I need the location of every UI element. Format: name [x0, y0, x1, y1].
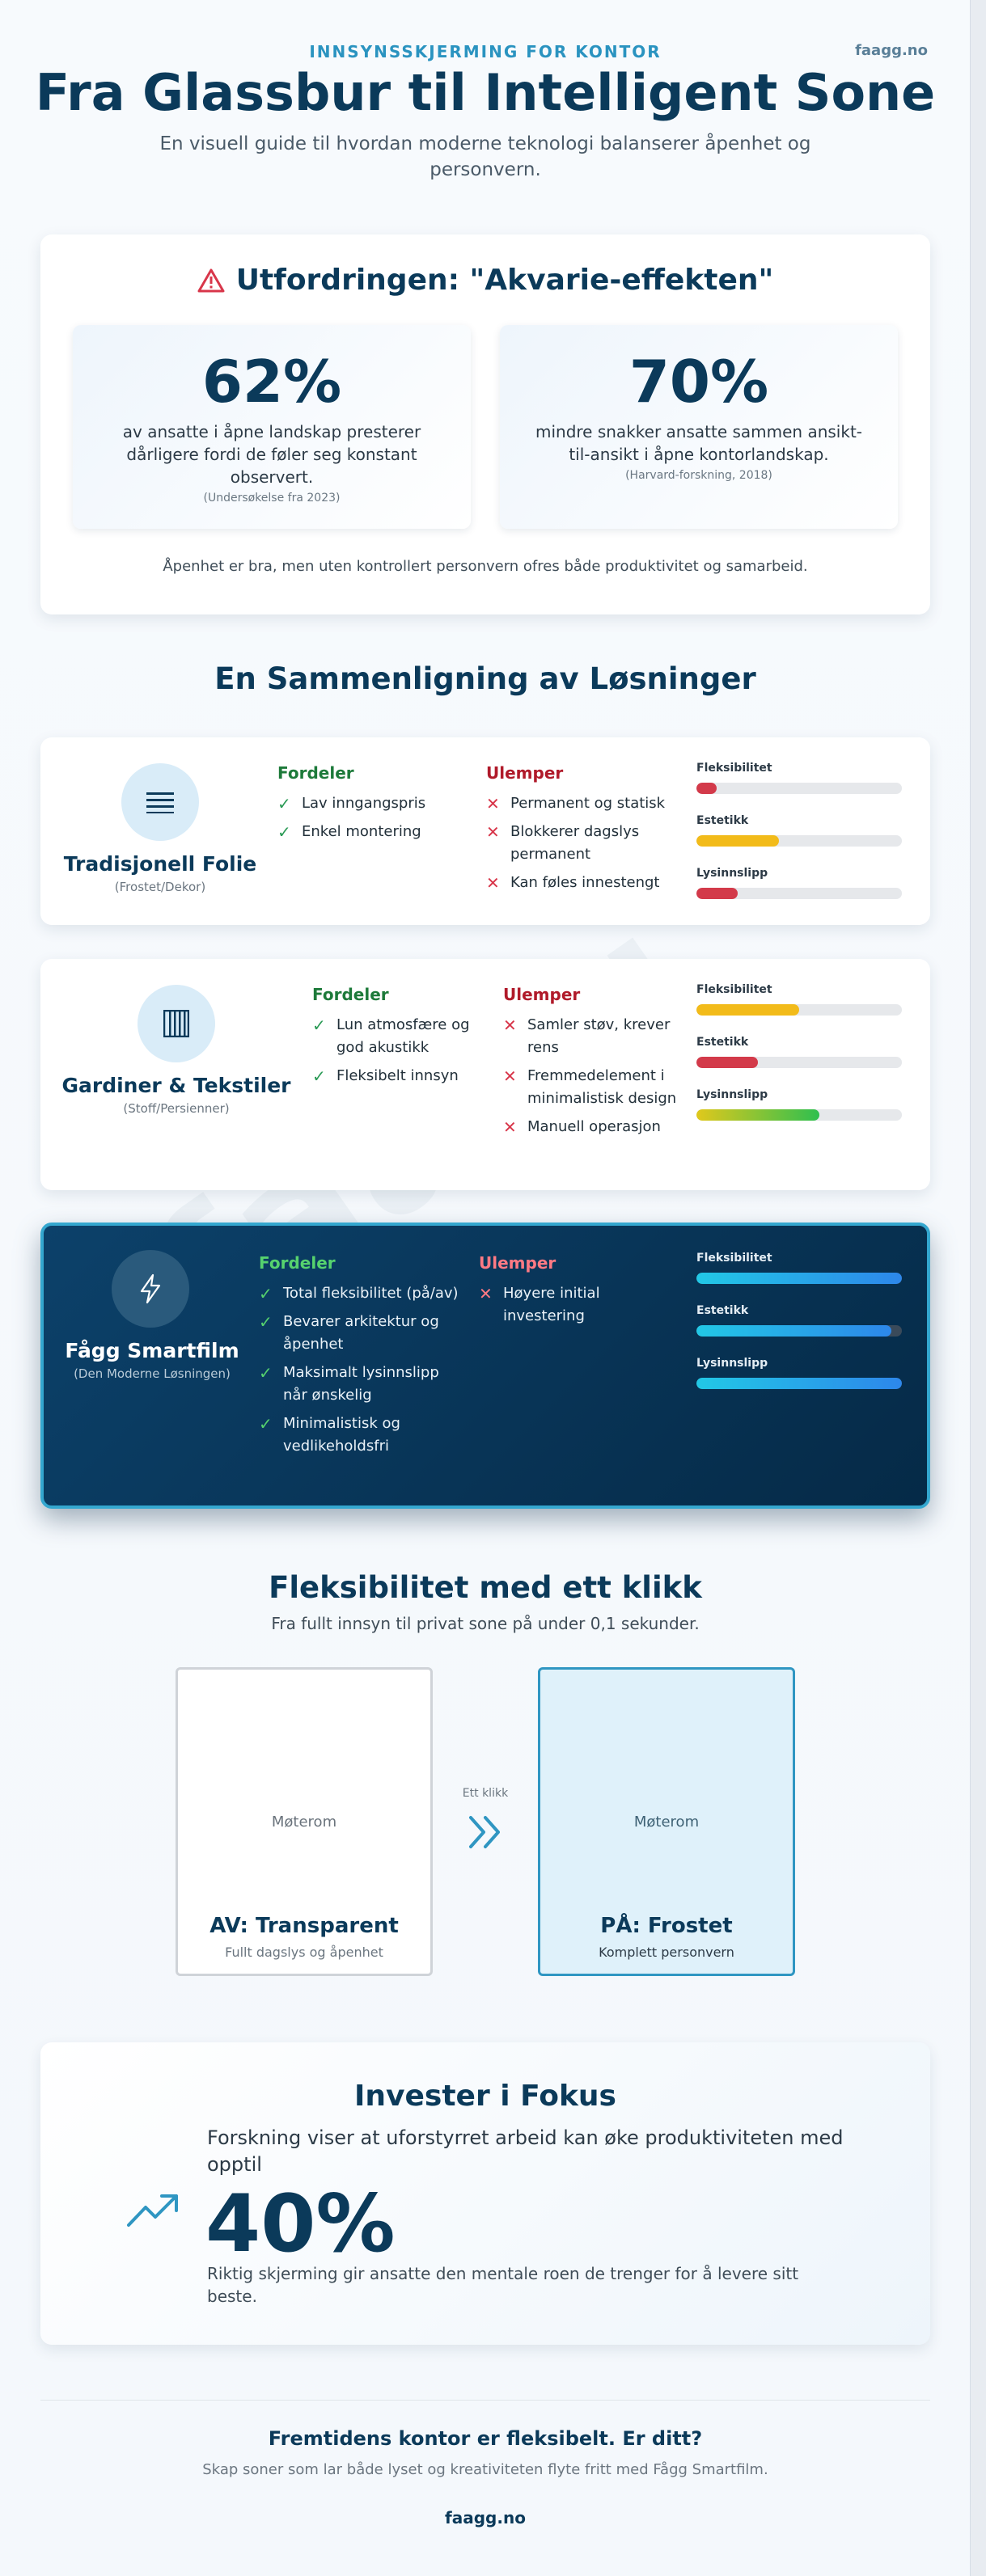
lines-icon: [121, 763, 199, 841]
challenge-heading: [40, 264, 930, 300]
invest-footer: Riktig skjerming gir ansatte den mentale roen de trenger for å levere sitt beste.: [207, 2264, 799, 2306]
check-icon: ✓: [259, 1312, 273, 1332]
panel-title: AV: Transparent: [209, 1914, 399, 1938]
metric-bar: [696, 1273, 902, 1284]
challenge-footer: Åpenhet er bra, men uten kontrollert personvern ofres både produktivitet og samarbeid.: [163, 558, 808, 575]
page-subtitle: En visuell guide til hvordan moderne teknologi balanserer åpenhet og personvern.: [159, 133, 811, 180]
stat-source: (Harvard-forskning, 2018): [625, 469, 772, 482]
challenge-card: [40, 234, 930, 614]
panel-transparent: [176, 1667, 433, 1976]
cons-heading: Ulemper: [479, 1253, 556, 1273]
metric-label: Estetikk: [696, 1304, 749, 1317]
list-item: ✕ Permanent og statisk: [486, 794, 666, 813]
list-item: ✕ Blokkerer dagslys permanent: [486, 822, 640, 863]
solution-name: Fågg Smartfilm: [65, 1339, 239, 1362]
trending-up-icon: [126, 2191, 181, 2232]
metric-fill: [696, 1378, 902, 1389]
metric-bar: [696, 783, 902, 794]
metrics: [696, 1252, 902, 1409]
room-label: Møterom: [271, 1814, 337, 1831]
list-item: ✕ Høyere initial investering: [479, 1284, 600, 1324]
check-icon: ✓: [312, 1016, 326, 1035]
metric-fill: [696, 783, 717, 794]
footer-title: Fremtidens kontor er fleksibelt. Er ditt?: [268, 2427, 703, 2450]
cons-heading: Ulemper: [503, 985, 581, 1004]
metric-fill: [696, 1004, 799, 1016]
x-icon: ✕: [503, 1016, 517, 1035]
metric-label: Lysinnslipp: [696, 867, 768, 880]
metric-bar: [696, 888, 902, 899]
x-icon: ✕: [486, 822, 500, 842]
cons-list: [503, 1014, 681, 1144]
metric-label: Fleksibilitet: [696, 762, 772, 775]
metrics: [696, 983, 902, 1141]
stat-source: (Undersøkelse fra 2023): [203, 492, 341, 505]
footer-brand-link[interactable]: faagg.no: [445, 2508, 526, 2527]
metric-bar: [696, 1004, 902, 1016]
solution-folie-card: [40, 737, 930, 925]
list-item: ✕ Fremmedelement i minimalistisk design: [503, 1066, 677, 1107]
panel-subtitle: Komplett personvern: [599, 1945, 734, 1960]
metric-label: Lysinnslipp: [696, 1088, 768, 1101]
flexibility-title: Fleksibilitet med ett klikk: [269, 1570, 702, 1605]
metric-fill: [696, 1325, 891, 1337]
warning-triangle-icon: [197, 267, 225, 300]
pros-list: [259, 1282, 461, 1463]
double-chevron-right-icon: [468, 1814, 506, 1853]
list-item: ✓ Total fleksibilitet (på/av): [259, 1284, 459, 1303]
solution-gardiner-card: [40, 959, 930, 1190]
list-item: ✓ Enkel montering: [277, 822, 421, 842]
list-item: ✕ Manuell operasjon: [503, 1117, 661, 1137]
check-icon: ✓: [277, 794, 291, 813]
check-icon: ✓: [277, 822, 291, 842]
x-icon: ✕: [486, 873, 500, 893]
list-item: ✕ Kan føles innestengt: [486, 873, 660, 893]
x-icon: ✕: [486, 794, 500, 813]
footer-subtitle: Skap soner som lar både lyset og kreativiteten flyte fritt med Fågg Smartfilm.: [202, 2461, 768, 2478]
pros-heading: Fordeler: [277, 763, 354, 783]
divider: [40, 2400, 930, 2401]
solution-name: Gardiner & Tekstiler: [61, 1074, 291, 1097]
blinds-icon: [138, 985, 215, 1062]
stat-card-2: [500, 325, 898, 529]
challenge-title: Utfordringen: "Akvarie-effekten": [235, 264, 774, 297]
solution-smartfilm-card: [40, 1223, 930, 1509]
metric-label: Fleksibilitet: [696, 983, 772, 996]
list-item: ✓ Fleksibelt innsyn: [312, 1066, 459, 1086]
kicker: INNSYNSSKJERMING FOR KONTOR: [309, 42, 662, 61]
brand-link-top[interactable]: faagg.no: [855, 42, 928, 59]
pros-heading: Fordeler: [312, 985, 389, 1004]
comparison-title: En Sammenligning av Løsninger: [214, 661, 756, 696]
solution-sub: (Frostet/Dekor): [114, 880, 206, 894]
list-item: ✓ Lav inngangspris: [277, 794, 426, 813]
x-icon: ✕: [479, 1284, 493, 1303]
solution-sub: (Stoff/Persienner): [123, 1101, 230, 1116]
pros-list: [277, 792, 463, 849]
pros-list: [312, 1014, 482, 1093]
panel-title: PÅ: Frostet: [600, 1914, 733, 1938]
list-item: ✓ Minimalistisk og vedlikeholdsfri: [259, 1414, 400, 1455]
pros-heading: Fordeler: [259, 1253, 336, 1273]
lightning-icon: [112, 1250, 189, 1328]
list-item: ✓ Lun atmosfære og god akustikk: [312, 1016, 470, 1056]
list-item: ✓ Maksimalt lysinnslipp når ønskelig: [259, 1363, 439, 1404]
stat-card-1: [73, 325, 471, 529]
metric-bar: [696, 1378, 902, 1389]
solution-name: Tradisjonell Folie: [63, 852, 257, 876]
stat-text: av ansatte i åpne landskap presterer dårligere fordi de føler seg konstant observert.: [122, 422, 421, 487]
list-item: ✓ Bevarer arkitektur og åpenhet: [259, 1312, 439, 1353]
flexibility-subtitle: Fra fullt innsyn til privat sone på under 0,1 sekunder.: [271, 1614, 700, 1633]
metric-fill: [696, 1057, 758, 1068]
metric-fill: [696, 835, 779, 847]
page-title: Fra Glassbur til Intelligent Sone: [35, 63, 936, 122]
metrics: [696, 762, 902, 919]
panel-subtitle: Fullt dagslys og åpenhet: [225, 1945, 383, 1960]
metric-fill: [696, 1273, 902, 1284]
stat-text: mindre snakker ansatte sammen ansikt-til-ansikt i åpne kontorlandskap.: [535, 422, 863, 464]
cons-heading: Ulemper: [486, 763, 564, 783]
metric-bar: [696, 1109, 902, 1121]
stat-value: 62%: [201, 348, 342, 416]
x-icon: ✕: [503, 1066, 517, 1086]
check-icon: ✓: [259, 1363, 273, 1383]
invest-title: Invester i Fokus: [354, 2080, 616, 2113]
room-label: Møterom: [633, 1814, 700, 1831]
click-label: Ett klikk: [462, 1787, 509, 1800]
invest-card: [40, 2042, 930, 2345]
panel-frosted: [538, 1667, 795, 1976]
check-icon: ✓: [259, 1414, 273, 1434]
metric-bar: [696, 835, 902, 847]
invest-value: 40%: [205, 2178, 396, 2270]
metric-label: Estetikk: [696, 1036, 749, 1049]
metric-bar: [696, 1057, 902, 1068]
solution-sub: (Den Moderne Løsningen): [74, 1366, 231, 1381]
invest-lead: Forskning viser at uforstyrret arbeid kan øke produktiviteten med opptil: [207, 2126, 844, 2176]
metric-label: Lysinnslipp: [696, 1357, 768, 1370]
cons-list: [486, 792, 680, 900]
metric-fill: [696, 888, 738, 899]
x-icon: ✕: [503, 1117, 517, 1137]
metric-bar: [696, 1325, 902, 1337]
metric-label: Fleksibilitet: [696, 1252, 772, 1265]
check-icon: ✓: [259, 1284, 273, 1303]
check-icon: ✓: [312, 1066, 326, 1086]
cons-list: [479, 1282, 641, 1333]
stat-value: 70%: [628, 348, 769, 416]
list-item: ✕ Samler støv, krever rens: [503, 1016, 671, 1056]
metric-fill: [696, 1109, 819, 1121]
metric-label: Estetikk: [696, 814, 749, 827]
